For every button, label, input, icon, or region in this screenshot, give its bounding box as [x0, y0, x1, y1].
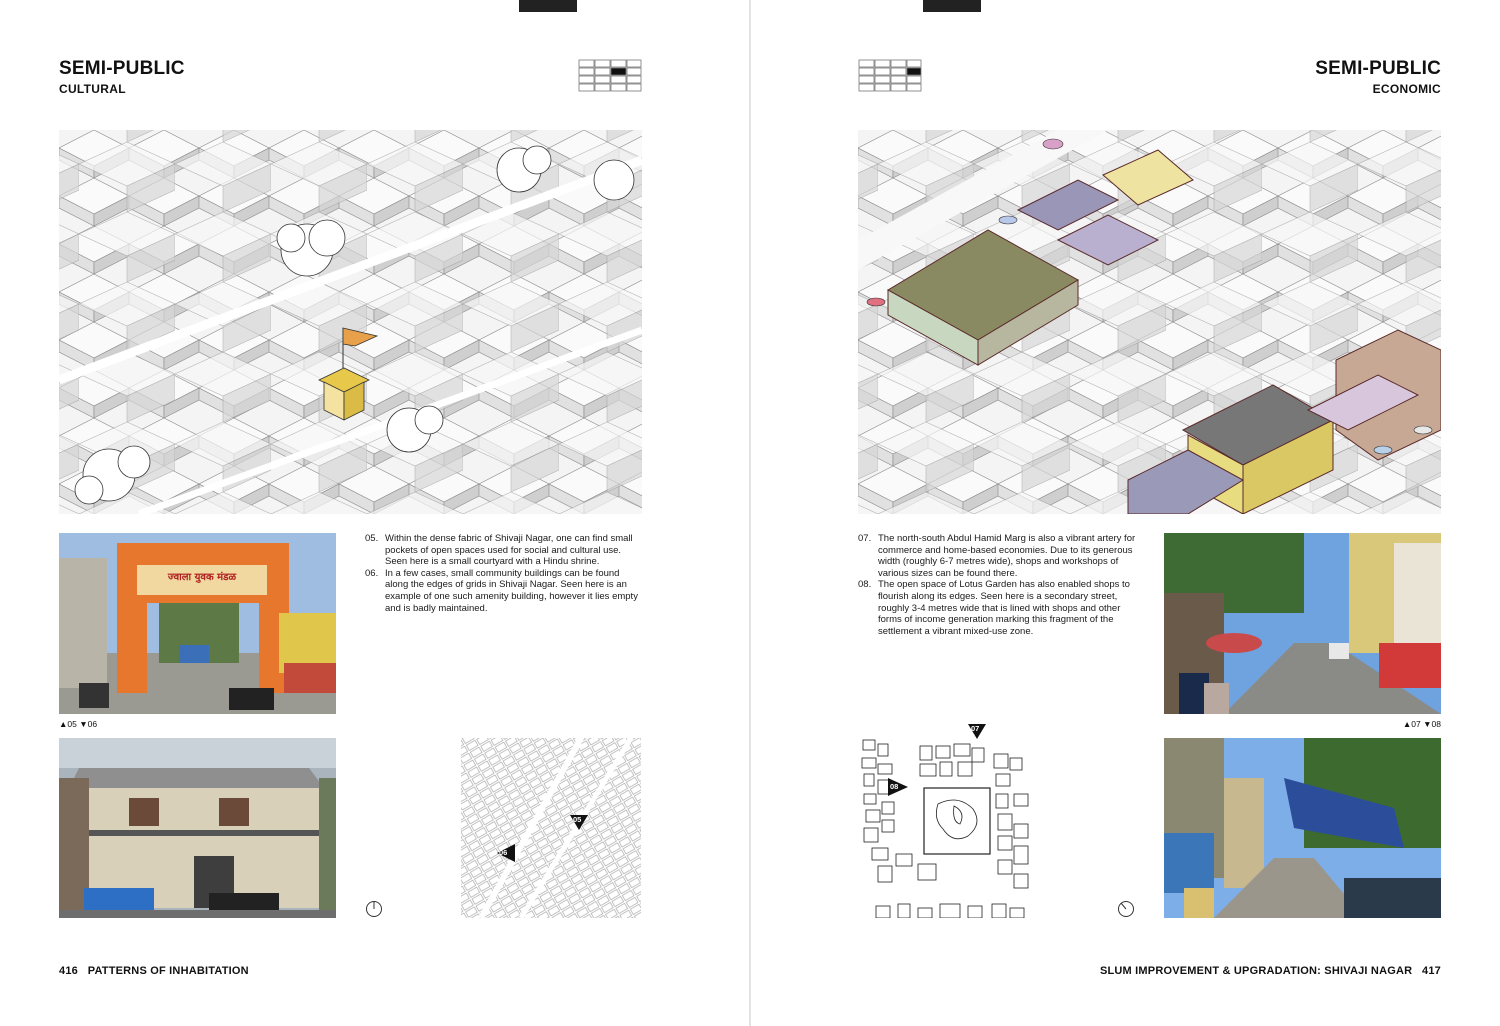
isometric-blocks-economic [858, 130, 1441, 514]
gate-sign-text: ज्वाला युवक मंडळ [167, 572, 237, 583]
map-marker-label: 08 [890, 782, 899, 791]
page-subtitle: CULTURAL [59, 82, 126, 96]
site-map-plan [858, 724, 1033, 918]
photo-building-illustration [59, 738, 336, 918]
page-title: SEMI-PUBLIC [59, 58, 185, 79]
site-map-left [461, 738, 641, 918]
photo-label: ▲05 ▼06 [59, 719, 98, 729]
photo-street-illustration [1164, 738, 1441, 918]
page-title: SEMI-PUBLIC [1315, 58, 1441, 79]
map-marker-label: 07 [971, 724, 980, 733]
captions-right [858, 533, 1143, 637]
photo-courtyard-shrine [59, 533, 336, 714]
caption-06 [365, 568, 643, 614]
footer-left [59, 965, 249, 977]
grid-icon [858, 59, 922, 93]
north-arrow-icon [365, 900, 383, 918]
page-tab-marker [519, 0, 577, 12]
map-marker-05 [570, 815, 588, 836]
photo-label: ▲07 ▼08 [1402, 719, 1441, 729]
footer-right [1100, 965, 1441, 977]
page-number: 416 [59, 965, 78, 977]
photo-abdul-hamid-marg [1164, 533, 1441, 714]
map-marker-label: 05 [573, 815, 582, 824]
isometric-drawing-cultural [59, 130, 642, 514]
map-marker-label: 06 [499, 848, 508, 857]
caption-08 [858, 579, 1143, 637]
site-map-plan [461, 738, 641, 918]
site-map-right [858, 724, 1033, 918]
caption-07 [858, 533, 1143, 579]
page-subtitle: ECONOMIC [1372, 82, 1441, 96]
north-arrow-icon [1117, 900, 1135, 918]
page-number: 417 [1422, 965, 1441, 977]
photo-community-building [59, 738, 336, 918]
caption-text: The north-south Abdul Hamid Marg is also a vibrant artery for commerce and home-based economies. Due to its generous width (roughly 6-7 metres wide), shops and workshops of various sizes can be found there. [878, 533, 1136, 579]
map-marker-07 [968, 724, 986, 745]
running-title: PATTERNS OF INHABITATION [87, 965, 249, 977]
captions-left [365, 533, 643, 614]
map-marker-08 [888, 778, 908, 801]
caption-text: The open space of Lotus Garden has also enabled shops to flourish along its edges. Seen here is a secondary street, roughly 3-4 metres wide that is lined with shops and other forms of income generation marking this fragment of the settlement a vibrant mixed-use zone. [878, 579, 1130, 637]
left-page [0, 0, 749, 1026]
isometric-drawing-economic [858, 130, 1441, 514]
page-tab-marker [923, 0, 981, 12]
caption-number: 05. [365, 533, 379, 544]
right-page [751, 0, 1500, 1026]
map-marker-06 [497, 844, 515, 867]
caption-number: 07. [858, 533, 872, 544]
caption-05 [365, 533, 643, 568]
isometric-blocks [59, 130, 642, 514]
photo-gate-illustration [59, 533, 336, 714]
caption-text: In a few cases, small community buildings can be found along the edges of grids in Shivaji Nagar. Seen here is an example of one such amenity building, however it lies empty and is badly maintained. [385, 567, 638, 614]
caption-text: Within the dense fabric of Shivaji Nagar, one can find small pockets of open spaces used for social and cultural use. Seen here is a small courtyard with a Hindu shrine. [385, 533, 633, 568]
caption-number: 08. [858, 579, 872, 591]
photo-street-illustration [1164, 533, 1441, 714]
caption-number: 06. [365, 567, 379, 579]
photo-lotus-garden-street [1164, 738, 1441, 918]
running-title: SLUM IMPROVEMENT & UPGRADATION: SHIVAJI NAGAR [1099, 965, 1413, 977]
grid-icon [578, 59, 642, 93]
